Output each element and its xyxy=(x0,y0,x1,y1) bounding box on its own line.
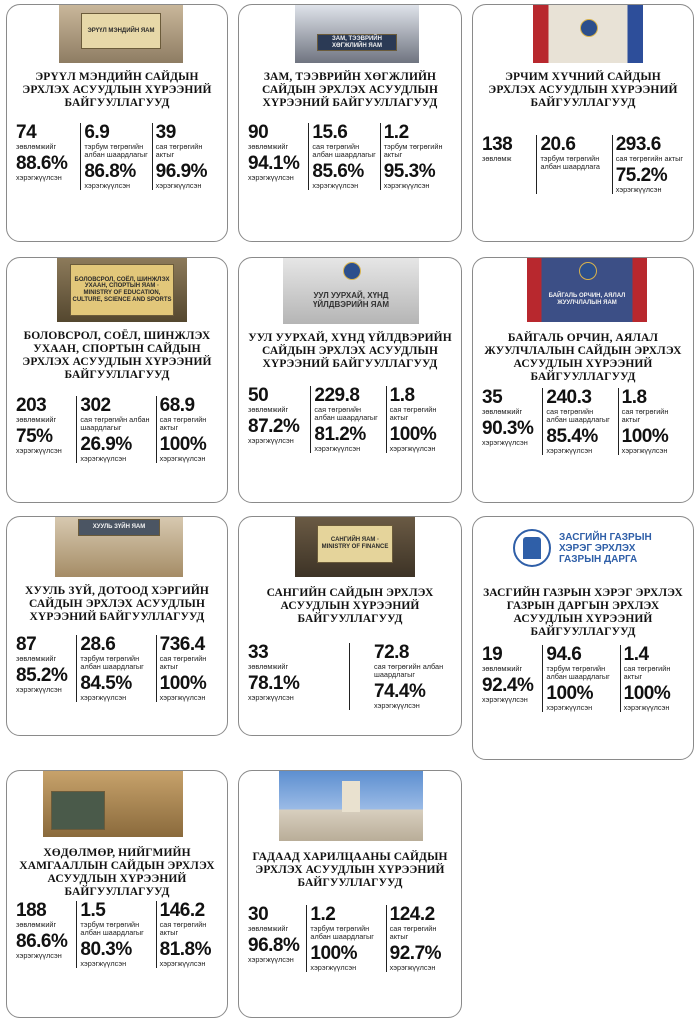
photo-environment-ministry xyxy=(527,258,647,322)
stat-col xyxy=(386,386,455,453)
stat-col xyxy=(306,905,385,972)
stat-col xyxy=(349,643,453,710)
card-title: ЗАМ, ТЭЭВРИЙН ХӨГЖЛИЙН САЙДЫН ЭРХЛЭХ АСУУДЛЫН ХҮРЭЭНИЙ БАЙГУУЛЛАГУУД xyxy=(261,71,438,109)
stat-percent: 92.7% xyxy=(389,943,442,964)
card-title: ГАДААД ХАРИЛЦААНЫ САЙДЫН ЭРХЛЭХ АСУУДЛЫН ХҮРЭЭНИЙ БАЙГУУЛЛАГУУД xyxy=(252,851,448,889)
stat-done-label: хэрэгжүүлсэн xyxy=(310,963,357,972)
stat-label: тэрбум төгрөгийн албан шаардлагыг xyxy=(84,142,148,159)
stats-row xyxy=(479,388,687,455)
stat-number: 39 xyxy=(155,122,176,143)
stat-number: 1.2 xyxy=(310,904,336,925)
stat-done-label: хэрэгжүүлсэн xyxy=(314,444,361,453)
photo-sign-text: БОЛОВСРОЛ, СОЁЛ, ШИНЖЛЭХ УХААН, СПОРТЫН ЯАМ · MINISTRY OF EDUCATION, CULTURE, SCIENCE AND SPORTS xyxy=(72,276,172,303)
stat-col xyxy=(13,123,80,190)
card-title: САНГИЙН САЙДЫН ЭРХЛЭХ АСУУДЛЫН ХҮРЭЭНИЙ БАЙГУУЛЛАГУУД xyxy=(266,587,434,625)
stats-row xyxy=(479,645,687,712)
stat-number: 15.6 xyxy=(312,122,348,143)
stat-percent: 80.3% xyxy=(80,939,132,960)
stats-row xyxy=(245,123,455,190)
stat-done-label: хэрэгжүүлсэн xyxy=(312,181,359,190)
stat-done-label: хэрэгжүүлсэн xyxy=(159,454,206,463)
stat-number: 240.3 xyxy=(546,387,592,408)
stat-done-label: хэрэгжүүлсэн xyxy=(389,444,436,453)
state-emblem-icon xyxy=(580,19,598,37)
stat-number: 146.2 xyxy=(159,900,205,921)
stat-percent: 75.2% xyxy=(615,165,668,186)
stat-number: 124.2 xyxy=(389,904,435,925)
stat-done-label: хэрэгжүүлсэн xyxy=(159,959,206,968)
stat-label: зөвлөмжийг xyxy=(248,662,289,671)
card-health xyxy=(6,4,228,242)
stat-percent: 75% xyxy=(16,426,53,447)
photo-mining-ministry xyxy=(283,258,419,324)
photo-energy-ministry xyxy=(533,5,643,63)
stat-col xyxy=(479,645,542,712)
stat-label: сая төгрөгийн актыг xyxy=(623,664,671,681)
stat-percent: 87.2% xyxy=(248,416,300,437)
stat-label: сая төгрөгийн актыг xyxy=(159,415,207,432)
stat-label: зөвлөмжийг xyxy=(482,407,523,416)
stat-number: 33 xyxy=(248,642,269,663)
card-title: ХӨДӨЛМӨР, НИЙГМИЙН ХАМГААЛЛЫН САЙДЫН ЭРХЛЭХ АСУУДЛЫН ХҮРЭЭНИЙ БАЙГУУЛЛАГУУД xyxy=(19,847,215,898)
stat-label: зөвлөмжийг xyxy=(16,654,57,663)
stat-col xyxy=(13,396,76,463)
stat-done-label: хэрэгжүүлсэн xyxy=(16,951,62,960)
stat-label: тэрбум төгрөгийн албан шаардлагыг xyxy=(80,654,144,671)
stat-number: 188 xyxy=(16,900,47,921)
stats-row xyxy=(13,123,221,190)
stat-done-label: хэрэгжүүлсэн xyxy=(16,173,62,182)
logo-text: ЗАСГИЙН ГАЗРЫН ХЭРЭГ ЭРХЛЭХ ГАЗРЫН ДАРГА xyxy=(559,531,652,565)
stat-label: сая төгрөгийн актыг xyxy=(159,654,207,671)
stat-number: 68.9 xyxy=(159,395,195,416)
stat-done-label: хэрэгжүүлсэн xyxy=(80,959,127,968)
stat-number: 302 xyxy=(80,395,111,416)
stat-done-label: хэрэгжүүлсэн xyxy=(159,693,206,702)
stat-label: зөвлөмж xyxy=(482,154,512,163)
card-title: БАЙГАЛЬ ОРЧИН, АЯЛАЛ ЖУУЛЧЛАЛЫН САЙДЫН ЭРХЛЭХ АСУУДЛЫН ХҮРЭЭНИЙ БАЙГУУЛЛАГУУД xyxy=(484,332,682,383)
stat-label: зөвлөмжийг xyxy=(248,405,289,414)
photo-sign-text: ЗАМ, ТЭЭВРИЙН ХӨГЖЛИЙН ЯАМ xyxy=(332,36,382,49)
stat-percent: 81.2% xyxy=(314,424,366,445)
stat-col xyxy=(76,396,155,463)
state-emblem-icon xyxy=(343,262,361,280)
photo-health-ministry xyxy=(59,5,183,63)
stat-percent: 78.1% xyxy=(248,673,300,694)
stat-percent: 92.4% xyxy=(482,675,534,696)
card-title: ХУУЛЬ ЗҮЙ, ДОТООД ХЭРГИЙН САЙДЫН ЭРХЛЭХ АСУУДЛЫН ХҮРЭЭНИЙ БАЙГУУЛЛАГУУД xyxy=(25,585,209,623)
stat-label: сая төгрөгийн актыг xyxy=(615,154,684,163)
stats-row xyxy=(13,635,221,702)
stat-done-label: хэрэгжүүлсэн xyxy=(16,446,62,455)
photo-sign-text: САНГИЙН ЯАМ · MINISTRY OF FINANCE xyxy=(321,537,389,550)
stat-number: 6.9 xyxy=(84,122,110,143)
stat-percent: 100% xyxy=(623,683,671,704)
stat-done-label: хэрэгжүүлсэн xyxy=(546,703,593,712)
stat-percent: 95.3% xyxy=(383,161,436,182)
card-finance xyxy=(238,516,462,736)
stat-percent: 100% xyxy=(310,943,358,964)
stat-number: 1.8 xyxy=(621,387,647,408)
stat-col xyxy=(479,135,536,194)
stat-number: 28.6 xyxy=(80,634,116,655)
stat-done-label: хэрэгжүүлсэн xyxy=(248,173,294,182)
photo-sign-text: ЭРҮҮЛ МЭНДИЙН ЯАМ xyxy=(87,27,155,34)
stat-col xyxy=(245,123,308,190)
stat-number: 20.6 xyxy=(540,134,576,155)
stat-label: сая төгрөгийн албан шаардлагыг xyxy=(80,415,150,432)
stat-done-label: хэрэгжүүлсэн xyxy=(482,438,528,447)
stat-label: сая төгрөгийн актыг xyxy=(155,142,203,159)
stat-number: 94.6 xyxy=(546,644,582,665)
stat-percent: 100% xyxy=(159,673,207,694)
card-title: ЗАСГИЙН ГАЗРЫН ХЭРЭГ ЭРХЛЭХ ГАЗРЫН ДАРГЫН ЭРХЛЭХ АСУУДЛЫН ХҮРЭЭНИЙ БАЙГУУЛЛАГУУД xyxy=(483,587,683,638)
card-education xyxy=(6,257,228,503)
stats-row xyxy=(13,901,221,968)
stat-label: тэрбум төгрөгийн актыг xyxy=(383,142,443,159)
stat-done-label: хэрэгжүүлсэн xyxy=(248,693,294,702)
stat-label: сая төгрөгийн албан шаардлагыг xyxy=(312,142,376,159)
stats-row xyxy=(13,396,221,463)
stat-done-label: хэрэгжүүлсэн xyxy=(248,955,294,964)
photo-foreign-affairs-ministry xyxy=(279,771,423,841)
stat-label: сая төгрөгийн актыг xyxy=(621,407,669,424)
stat-percent: 96.8% xyxy=(248,935,300,956)
stat-number: 1.8 xyxy=(389,385,415,406)
stat-col xyxy=(156,635,221,702)
stats-row xyxy=(479,135,687,194)
stat-col xyxy=(245,643,349,710)
stat-done-label: хэрэгжүүлсэн xyxy=(615,185,662,194)
cabinet-secretariat-logo xyxy=(513,529,659,567)
photo-sign-text: УУЛ УУРХАЙ, ХҮНД ҮЙЛДВЭРИЙН ЯАМ xyxy=(312,291,389,309)
card-title: УУЛ УУРХАЙ, ХҮНД ҮЙЛДВЭРИЙН САЙДЫН ЭРХЛЭХ АСУУДЛЫН ХҮРЭЭНИЙ БАЙГУУЛЛАГУУД xyxy=(248,332,452,370)
stat-done-label: хэрэгжүүлсэн xyxy=(374,701,420,710)
photo-sign-text: ХУУЛЬ ЗҮЙН ЯАМ xyxy=(92,524,146,531)
stat-col xyxy=(80,123,151,190)
stat-label: сая төгрөгийн албан шаардлагыг xyxy=(546,407,610,424)
stat-number: 30 xyxy=(248,904,269,925)
stats-row xyxy=(245,905,455,972)
photo-labour-ministry xyxy=(43,771,183,837)
card-title: ЭРҮҮЛ МЭНДИЙН САЙДЫН ЭРХЛЭХ АСУУДЛЫН ХҮРЭЭНИЙ БАЙГУУЛЛАГУУД xyxy=(22,71,212,109)
stat-done-label: хэрэгжүүлсэн xyxy=(84,181,131,190)
stat-number: 1.5 xyxy=(80,900,106,921)
stat-col xyxy=(308,123,379,190)
building-icon xyxy=(513,529,551,567)
stat-number: 19 xyxy=(482,644,503,665)
stat-percent: 86.8% xyxy=(84,161,136,182)
stat-col xyxy=(76,901,155,968)
stat-percent: 85.4% xyxy=(546,426,598,447)
stat-number: 87 xyxy=(16,634,37,655)
stats-row xyxy=(245,386,455,453)
photo-finance-ministry xyxy=(295,517,415,577)
stat-percent: 88.6% xyxy=(16,153,68,174)
stat-label: тэрбум төгрөгийн албан шаардлага xyxy=(540,154,600,171)
card-road-transport xyxy=(238,4,462,242)
stat-percent: 81.8% xyxy=(159,939,211,960)
stat-done-label: хэрэгжүүлсэн xyxy=(546,446,593,455)
stat-number: 50 xyxy=(248,385,269,406)
card-energy xyxy=(472,4,694,242)
stat-number: 90 xyxy=(248,122,269,143)
stat-number: 35 xyxy=(482,387,503,408)
stats-row xyxy=(245,643,455,710)
photo-sign-text: БАЙГАЛЬ ОРЧИН, АЯЛАЛ ЖУУЛЧЛАЛЫН ЯАМ xyxy=(548,293,626,306)
stat-col xyxy=(618,388,687,455)
stat-label: сая төгрөгийн актыг xyxy=(389,924,437,941)
card-justice xyxy=(6,516,228,736)
stat-label: тэрбум төгрөгийн албан шаардлагыг xyxy=(80,920,144,937)
stat-col xyxy=(542,388,617,455)
stat-done-label: хэрэгжүүлсэн xyxy=(16,685,62,694)
stat-col xyxy=(620,645,687,712)
stat-col xyxy=(76,635,155,702)
stat-col xyxy=(536,135,611,194)
stat-label: сая төгрөгийн албан шаардлагыг xyxy=(374,662,444,679)
stat-percent: 100% xyxy=(389,424,437,445)
stat-col xyxy=(152,123,221,190)
card-cabinet-secretariat xyxy=(472,516,694,760)
stat-label: зөвлөмжийг xyxy=(16,142,57,151)
stat-col xyxy=(245,386,310,453)
stat-percent: 26.9% xyxy=(80,434,132,455)
stat-percent: 86.6% xyxy=(16,931,68,952)
stat-col xyxy=(479,388,542,455)
stat-col xyxy=(13,635,76,702)
stat-label: зөвлөмжийг xyxy=(248,924,289,933)
stat-number: 74 xyxy=(16,122,37,143)
stat-done-label: хэрэгжүүлсэн xyxy=(623,703,670,712)
stat-col xyxy=(245,905,306,972)
stat-percent: 90.3% xyxy=(482,418,534,439)
stat-percent: 100% xyxy=(621,426,669,447)
stat-col xyxy=(310,386,385,453)
stat-number: 203 xyxy=(16,395,47,416)
stat-col xyxy=(380,123,455,190)
stat-label: зөвлөмжийг xyxy=(16,415,57,424)
stat-percent: 84.5% xyxy=(80,673,132,694)
stat-done-label: хэрэгжүүлсэн xyxy=(80,693,127,702)
card-title: БОЛОВСРОЛ, СОЁЛ, ШИНЖЛЭХ УХААН, СПОРТЫН САЙДЫН ЭРХЛЭХ АСУУДЛЫН ХҮРЭЭНИЙ БАЙГУУЛЛАГУУД xyxy=(22,330,212,381)
stat-col xyxy=(542,645,619,712)
stat-done-label: хэрэгжүүлсэн xyxy=(383,181,430,190)
card-mining xyxy=(238,257,462,503)
stat-label: сая төгрөгийн албан шаардлагыг xyxy=(314,405,378,422)
stat-percent: 74.4% xyxy=(374,681,426,702)
stat-col xyxy=(156,901,221,968)
stat-col xyxy=(13,901,76,968)
stat-number: 736.4 xyxy=(159,634,205,655)
stat-done-label: хэрэгжүүлсэн xyxy=(389,963,436,972)
stat-done-label: хэрэгжүүлсэн xyxy=(482,695,528,704)
stat-number: 72.8 xyxy=(374,642,409,663)
stat-label: тэрбум төгрөгийн албан шаардлагыг xyxy=(310,924,374,941)
stat-percent: 100% xyxy=(546,683,593,704)
stat-number: 1.2 xyxy=(383,122,409,143)
photo-justice-ministry xyxy=(55,517,183,577)
card-environment xyxy=(472,257,694,503)
stat-label: зөвлөмжийг xyxy=(482,664,523,673)
stat-label: зөвлөмжийг xyxy=(248,142,289,151)
stat-percent: 85.6% xyxy=(312,161,364,182)
stat-done-label: хэрэгжүүлсэн xyxy=(248,436,294,445)
stat-done-label: хэрэгжүүлсэн xyxy=(80,454,127,463)
card-labour xyxy=(6,770,228,1018)
stat-label: сая төгрөгийн актыг xyxy=(159,920,207,937)
stat-label: сая төгрөгийн актыг xyxy=(389,405,437,422)
stat-percent: 100% xyxy=(159,434,207,455)
card-title: ЭРЧИМ ХҮЧНИЙ САЙДЫН ЭРХЛЭХ АСУУДЛЫН ХҮРЭЭНИЙ БАЙГУУЛЛАГУУД xyxy=(488,71,678,109)
stat-col xyxy=(612,135,687,194)
card-foreign-affairs xyxy=(238,770,462,1018)
stat-col xyxy=(156,396,221,463)
photo-education-ministry xyxy=(57,258,187,322)
stat-number: 229.8 xyxy=(314,385,360,406)
stat-done-label: хэрэгжүүлсэн xyxy=(155,181,202,190)
stat-col xyxy=(386,905,455,972)
state-emblem-icon xyxy=(579,262,597,280)
stat-number: 1.4 xyxy=(623,644,649,665)
stat-percent: 96.9% xyxy=(155,161,208,182)
stat-percent: 94.1% xyxy=(248,153,300,174)
photo-road-ministry xyxy=(295,5,419,63)
stat-number: 138 xyxy=(482,134,513,155)
stat-percent: 85.2% xyxy=(16,665,68,686)
stat-label: зөвлөмжийг xyxy=(16,920,57,929)
stat-number: 293.6 xyxy=(615,134,661,155)
stat-done-label: хэрэгжүүлсэн xyxy=(621,446,668,455)
stat-label: тэрбум төгрөгийн албан шаардлагыг xyxy=(546,664,610,681)
